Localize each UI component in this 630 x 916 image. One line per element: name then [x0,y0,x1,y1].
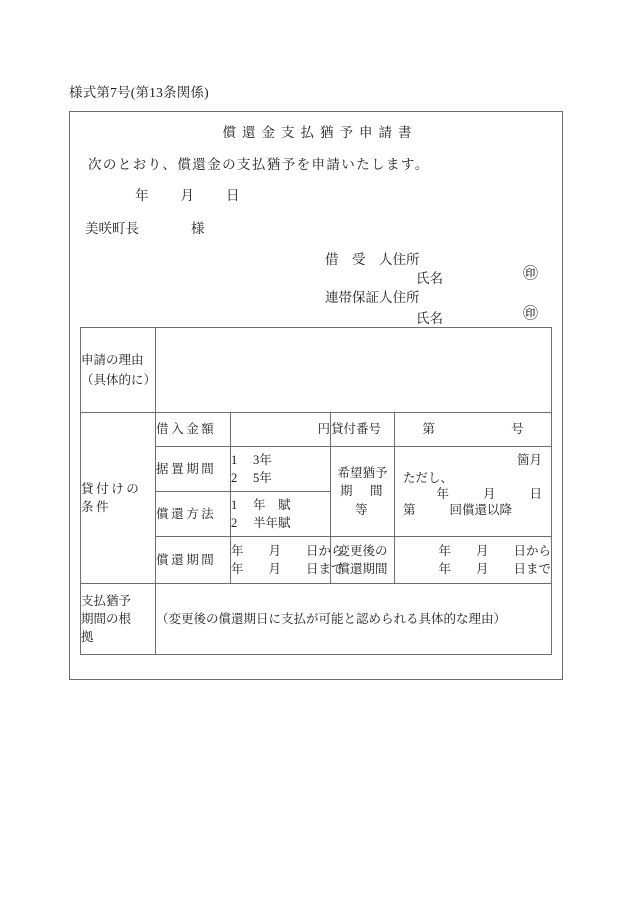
revised-period-to: 年 月 日まで [438,562,551,576]
repayment-method-options-cell[interactable] [231,492,331,537]
grounds-value-cell[interactable] [156,584,552,655]
table-row-loan-amount [81,413,552,447]
seal-icon: ㊞ [523,266,539,282]
revised-period-label-line2: 償還期間 [337,562,388,576]
loan-amount-label-cell [156,413,231,447]
date-line [135,184,240,204]
repayment-method-option-2-text: 半年賦 [253,516,291,530]
revised-period-label-cell [331,537,395,584]
guarantor-name-label: 氏名 [416,311,443,326]
repayment-method-option-2[interactable] [231,514,330,532]
repayment-period-from: 年 月 日から [231,543,344,558]
desired-grace-year: 年 [436,487,449,501]
desired-grace-installment-suffix: 回償還以降 [449,503,513,517]
desired-grace-installment-prefix: 第 [403,503,416,517]
desired-grace-installment-line [403,501,512,519]
guarantor-name-row [325,307,564,326]
borrower-address-label: 借 受 人住所 [325,252,420,267]
loan-amount-unit: 円 [317,422,330,437]
page-title: 償還金支払猶予申請書 [222,125,418,140]
deferment-option-2-number: 2 [231,471,238,485]
repayment-method-option-1-text: 年 賦 [253,497,291,512]
deferment-option-2-text: 5年 [253,471,272,485]
repayment-method-label: 償還方法 [156,506,217,521]
grounds-label-cell [81,584,156,655]
lead-sentence: 次のとおり、償還金の支払猶予を申請いたします。 [88,157,430,172]
desired-grace-label-line1: 希望猶予 [337,466,388,481]
conditions-stub-cell [81,413,156,584]
table-row-grounds [81,584,552,655]
addressee-name: 美咲町長 [85,221,139,236]
seal-icon: ㊞ [523,306,539,322]
revised-period-value-cell[interactable] [395,537,552,584]
repayment-period-to: 年 月 日まで [231,562,344,576]
grounds-label-line3: 拠 [81,630,94,645]
repayment-period-label-cell [156,537,231,584]
deferment-option-1[interactable] [231,451,330,469]
desired-grace-label-cell [331,447,401,537]
repayment-period-value-cell[interactable] [231,537,344,584]
form-number-label: 様式第7号(第13条関係) [69,85,209,100]
grounds-label-line2: 期間の根 [81,611,132,626]
desired-grace-value-cell[interactable] [395,447,552,537]
loan-amount-value-cell[interactable] [231,413,331,447]
date-month-label: 月 [180,188,194,203]
repayment-method-label-cell [156,492,231,537]
grounds-note: （変更後の償還期日に支払が可能と認められる具体的な理由） [156,611,507,626]
desired-grace-however: ただし、 [403,471,454,485]
deferment-label: 据置期間 [156,461,217,476]
loan-number-value-cell[interactable] [395,413,552,447]
application-table [80,327,552,655]
borrower-name-label: 氏名 [416,271,443,286]
loan-number-label: 貸付番号 [331,422,382,437]
reason-label-cell [81,328,156,413]
borrower-name-row [325,267,564,286]
deferment-option-1-text: 3年 [253,452,272,467]
signature-block [325,248,564,326]
grounds-label-line1: 支払猶予 [81,593,132,608]
conditions-stub-label: 貸付けの条件 [81,481,142,514]
repayment-period-label: 償還期間 [156,552,217,567]
revised-period-from: 年 月 日から [438,543,551,558]
repayment-method-option-2-number: 2 [231,516,238,530]
deferment-option-1-number: 1 [231,452,238,467]
repayment-method-option-1[interactable] [231,496,330,514]
table-row-reason [81,328,552,413]
reason-label-line1: 申請の理由 [81,353,144,367]
deferment-option-2[interactable] [231,469,330,487]
deferment-options-cell[interactable] [231,447,331,492]
repayment-method-option-1-number: 1 [231,497,238,512]
desired-grace-months-unit: 箇月 [516,453,542,467]
desired-grace-label-line2: 期 間 等 [339,484,401,517]
loan-number-label-cell [331,413,395,447]
deferment-label-cell [156,447,231,492]
guarantor-address-row [325,286,564,307]
loan-number-suffix: 号 [511,422,524,437]
desired-grace-day: 日 [529,487,542,501]
date-year-label: 年 [135,188,149,203]
reason-value-cell[interactable] [156,328,552,413]
revised-period-label-line1: 変更後の [337,543,388,558]
loan-amount-label: 借入金額 [156,422,217,437]
reason-label-line2: （具体的に） [81,373,157,387]
addressee-honorific: 様 [191,221,205,236]
guarantor-address-label: 連帯保証人住所 [325,290,420,305]
addressee-line [85,217,205,237]
desired-grace-month: 月 [482,487,496,501]
date-day-label: 日 [226,188,240,203]
loan-number-prefix: 第 [422,422,435,437]
